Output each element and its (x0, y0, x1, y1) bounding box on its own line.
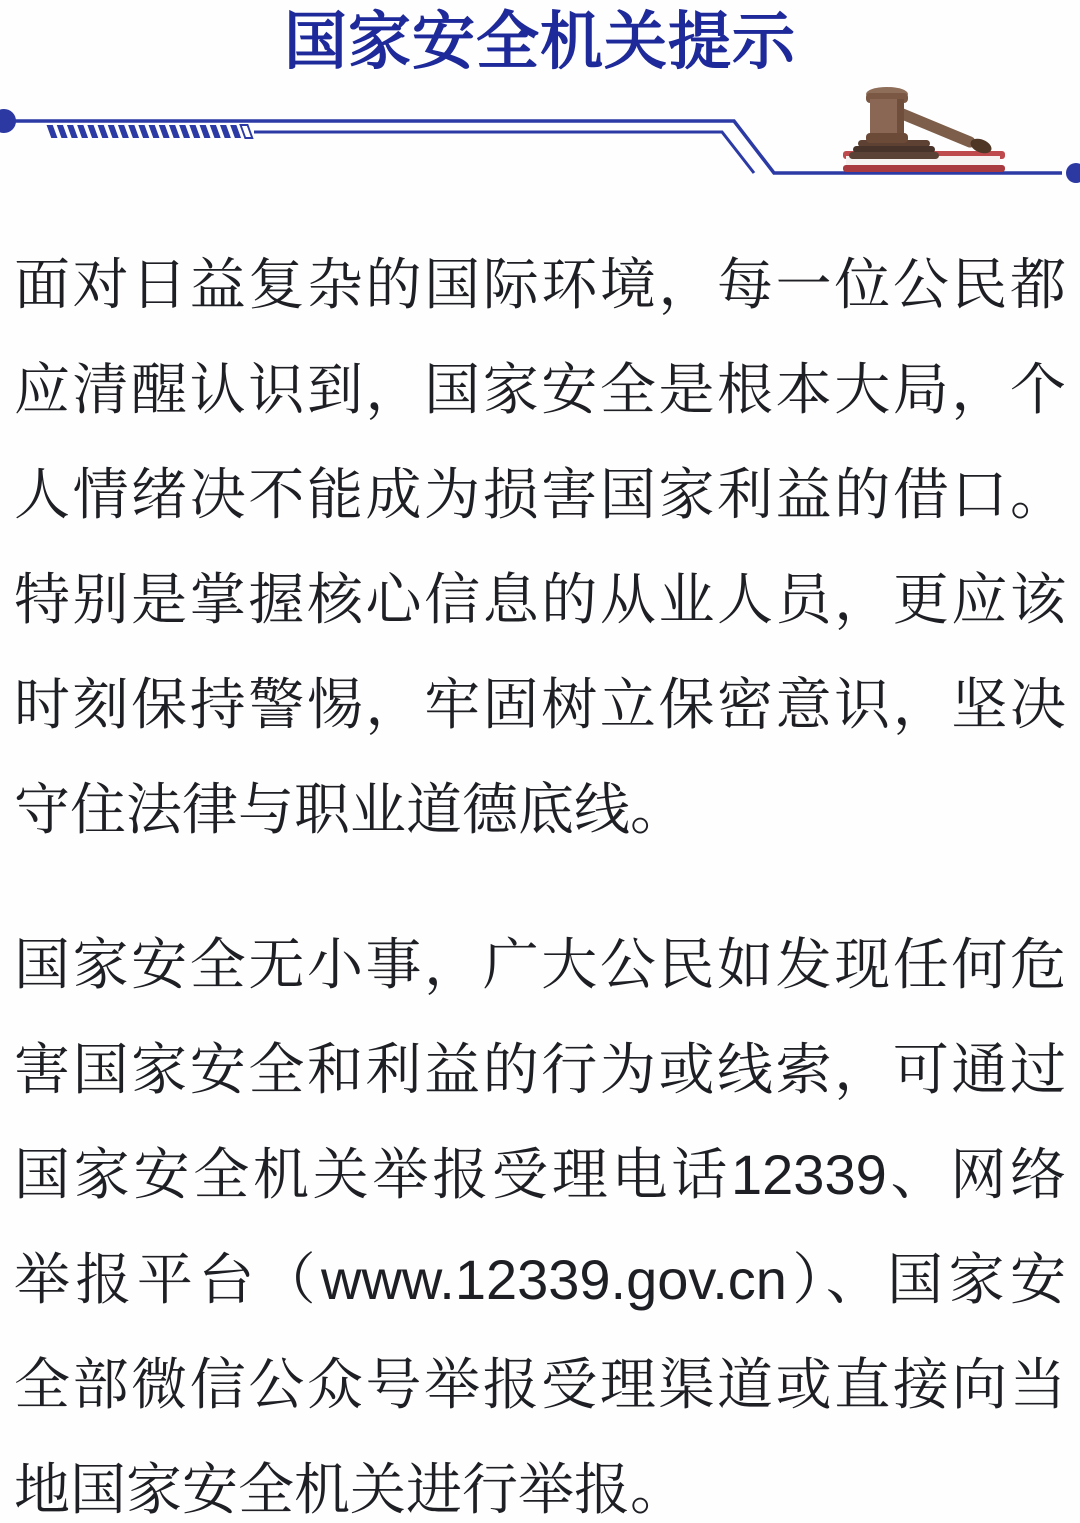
header-divider (0, 85, 1080, 195)
hatch-band (47, 125, 253, 138)
text-line: 害国家安全和利益的行为或线索，可通过 (14, 1038, 1066, 1101)
paragraph-2 (14, 912, 1066, 1523)
divider-graphic (0, 85, 1080, 195)
text-line: 人情绪决不能成为损害国家利益的借口。 (14, 463, 1066, 526)
article-body (14, 232, 1066, 1523)
page-title: 国家安全机关提示 (284, 7, 796, 77)
text-line: 守住法律与职业道德底线。 (14, 778, 686, 841)
text-line: 应清醒认识到，国家安全是根本大局，个 (14, 358, 1066, 421)
left-dot (0, 109, 16, 133)
text-line: 国家安全无小事，广大公民如发现任何危 (14, 933, 1066, 996)
lower-line (254, 132, 754, 173)
text-line: 特别是掌握核心信息的从业人员，更应该 (14, 568, 1066, 631)
text-line: 地国家安全机关进行举报。 (14, 1458, 686, 1521)
gavel-icon (849, 87, 994, 159)
right-dot (1066, 163, 1080, 183)
text-line: 时刻保持警惕，牢固树立保密意识，坚决 (14, 673, 1066, 736)
text-line: 举报平台（www.12339.gov.cn）、国家安 (14, 1248, 1066, 1311)
text-line: 面对日益复杂的国际环境，每一位公民都 (14, 253, 1066, 316)
text-line: 国家安全机关举报受理电话12339、网络 (14, 1143, 1066, 1206)
paragraph-1 (14, 232, 1066, 862)
text-line: 全部微信公众号举报受理渠道或直接向当 (14, 1353, 1066, 1416)
